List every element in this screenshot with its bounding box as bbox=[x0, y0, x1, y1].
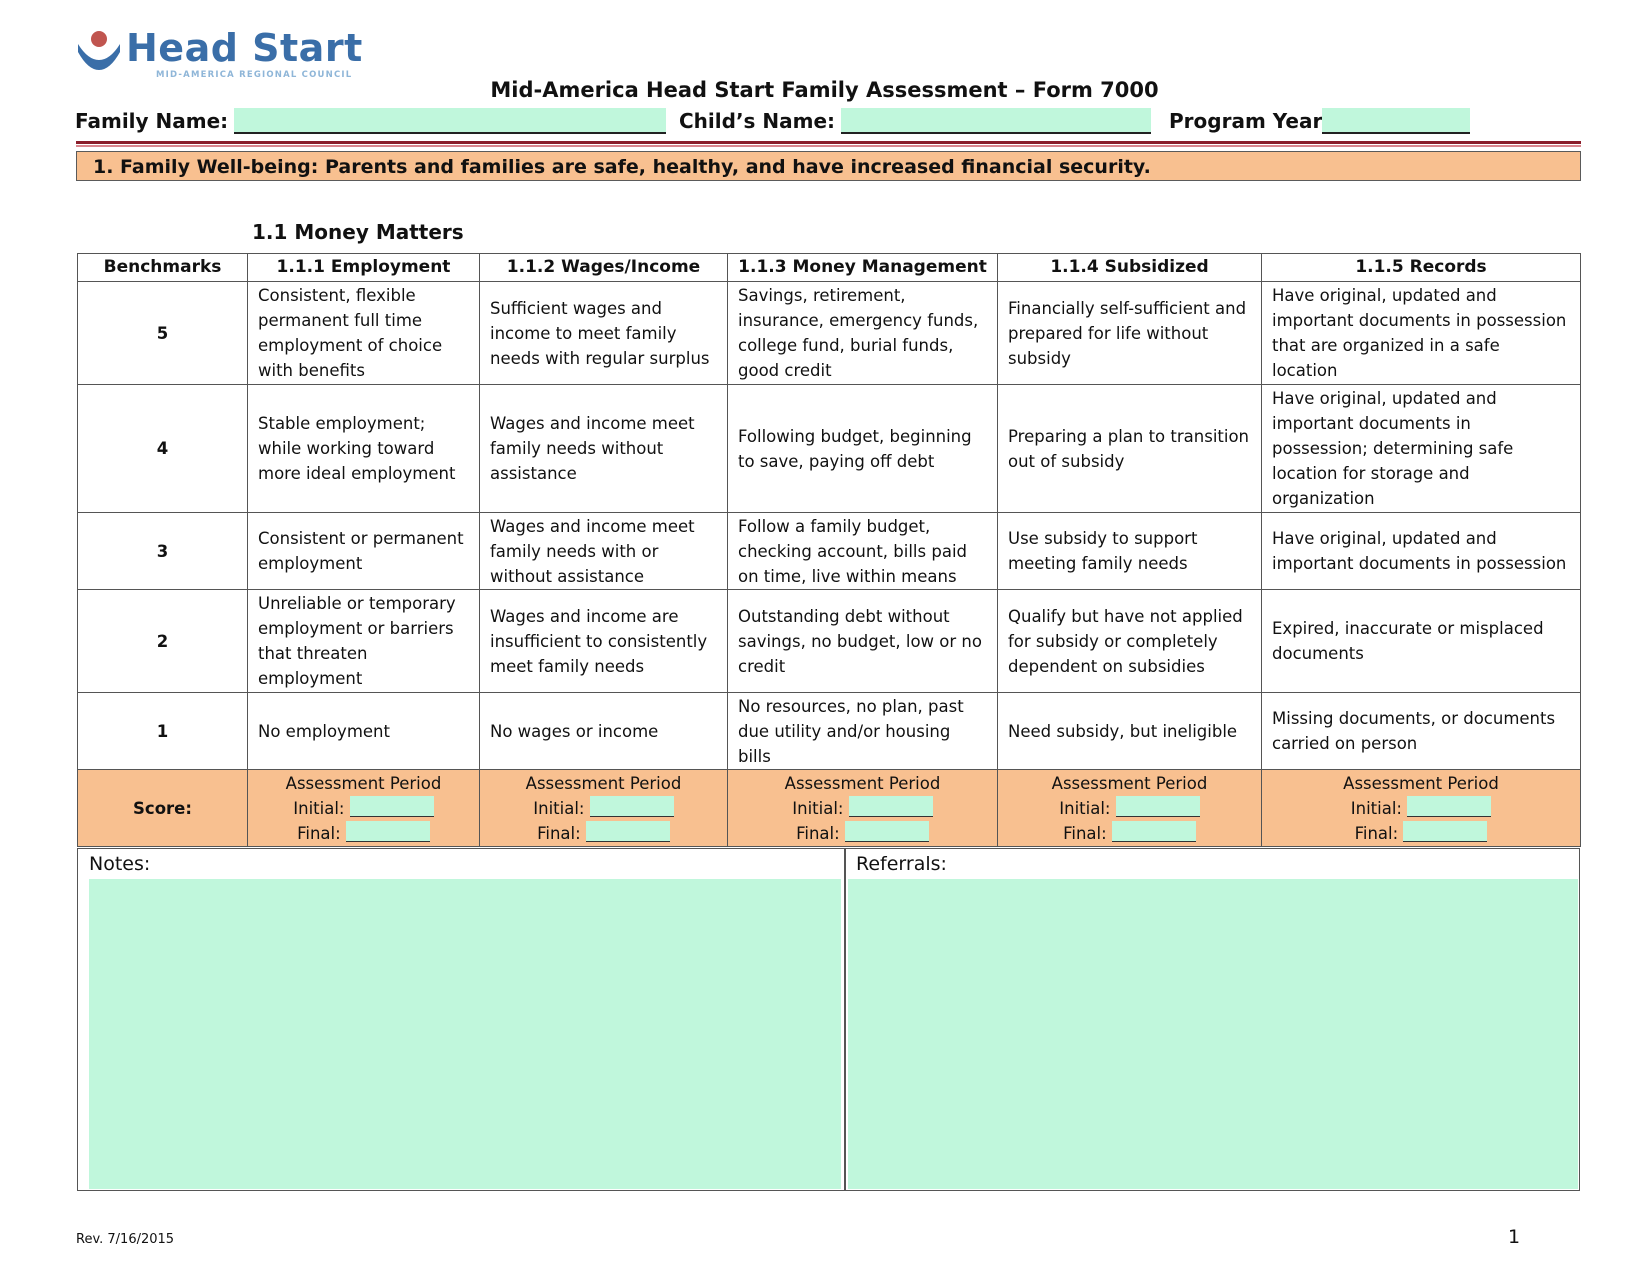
score-cell-wages-income bbox=[480, 770, 728, 847]
program-year-label: Program Year bbox=[1169, 109, 1323, 133]
header-rule bbox=[76, 141, 1581, 144]
final-label: Final: bbox=[1354, 823, 1399, 843]
notes-textarea[interactable] bbox=[89, 879, 841, 1189]
header-employment: 1.1.1 Employment bbox=[248, 254, 480, 282]
table-cell: Stable employment; while working toward more ideal employment bbox=[248, 385, 480, 513]
benchmark-level: 5 bbox=[78, 282, 248, 385]
final-score-input[interactable] bbox=[1112, 821, 1196, 842]
table-cell: Unreliable or temporary employment or barriers that threaten employment bbox=[248, 590, 480, 693]
table-cell: Consistent, flexible permanent full time employment of choice with benefits bbox=[248, 282, 480, 385]
table-cell: Have original, updated and important documents in possession; determining safe location for storage and organization bbox=[1262, 385, 1581, 513]
table-cell: Expired, inaccurate or misplaced documents bbox=[1262, 590, 1581, 693]
assessment-period-label: Assessment Period bbox=[1343, 773, 1499, 793]
table-row bbox=[78, 385, 1581, 513]
benchmarks-table bbox=[77, 253, 1581, 847]
head-start-logo bbox=[76, 28, 376, 84]
notes-referrals-box bbox=[77, 848, 1580, 1191]
table-cell: Financially self-sufficient and prepared for life without subsidy bbox=[998, 282, 1262, 385]
score-cell-employment bbox=[248, 770, 480, 847]
table-cell: No resources, no plan, past due utility and/or housing bills bbox=[728, 693, 998, 770]
page-number: 1 bbox=[1508, 1226, 1521, 1248]
table-cell: Wages and income are insufficient to consistently meet family needs bbox=[480, 590, 728, 693]
header-benchmarks: Benchmarks bbox=[78, 254, 248, 282]
score-cell-records bbox=[1262, 770, 1581, 847]
table-cell: No employment bbox=[248, 693, 480, 770]
benchmark-level: 4 bbox=[78, 385, 248, 513]
header-money-management: 1.1.3 Money Management bbox=[728, 254, 998, 282]
table-cell: Outstanding debt without savings, no budget, low or no credit bbox=[728, 590, 998, 693]
table-header-row bbox=[78, 254, 1581, 282]
table-cell: No wages or income bbox=[480, 693, 728, 770]
table-cell: Following budget, beginning to save, paying off debt bbox=[728, 385, 998, 513]
table-cell: Have original, updated and important documents in possession that are organized in a safe location bbox=[1262, 282, 1581, 385]
final-label: Final: bbox=[1063, 823, 1107, 843]
initial-label: Initial: bbox=[1350, 798, 1402, 818]
subsection-title: 1.1 Money Matters bbox=[252, 220, 464, 244]
family-name-label: Family Name: bbox=[75, 109, 229, 133]
final-label: Final: bbox=[796, 823, 840, 843]
table-row bbox=[78, 513, 1581, 590]
assessment-period-label: Assessment Period bbox=[784, 773, 941, 793]
final-score-input[interactable] bbox=[845, 821, 929, 842]
table-cell: Consistent or permanent employment bbox=[248, 513, 480, 590]
assessment-period-label: Assessment Period bbox=[1051, 773, 1208, 793]
initial-score-input[interactable] bbox=[590, 796, 674, 817]
table-cell: Qualify but have not applied for subsidy or completely dependent on subsidies bbox=[998, 590, 1262, 693]
table-cell: Sufficient wages and income to meet family needs with regular surplus bbox=[480, 282, 728, 385]
table-cell: Follow a family budget, checking account, bills paid on time, live within means bbox=[728, 513, 998, 590]
header-records: 1.1.5 Records bbox=[1262, 254, 1581, 282]
assessment-period-label: Assessment Period bbox=[285, 773, 442, 793]
revision-date: Rev. 7/16/2015 bbox=[76, 1232, 175, 1247]
table-cell: Use subsidy to support meeting family needs bbox=[998, 513, 1262, 590]
program-year-field bbox=[1169, 108, 1470, 134]
referrals-label: Referrals: bbox=[856, 853, 947, 875]
table-cell: Have original, updated and important documents in possession bbox=[1262, 513, 1581, 590]
initial-score-input[interactable] bbox=[1116, 796, 1200, 817]
benchmark-level: 2 bbox=[78, 590, 248, 693]
table-row bbox=[78, 693, 1581, 770]
referrals-textarea[interactable] bbox=[848, 879, 1578, 1189]
score-cell-subsidized bbox=[998, 770, 1262, 847]
section-banner: 1. Family Well-being: Parents and families are safe, healthy, and have increased financial security. bbox=[76, 151, 1581, 181]
table-cell: Preparing a plan to transition out of subsidy bbox=[998, 385, 1262, 513]
initial-score-input[interactable] bbox=[350, 796, 434, 817]
table-cell: Savings, retirement, insurance, emergency funds, college fund, burial funds, good credit bbox=[728, 282, 998, 385]
logo-wordmark: Head Start bbox=[126, 26, 363, 70]
head-start-logo-icon bbox=[76, 30, 122, 72]
initial-score-input[interactable] bbox=[849, 796, 933, 817]
initial-label: Initial: bbox=[533, 798, 585, 818]
form-title: Mid-America Head Start Family Assessment – Form 7000 bbox=[490, 78, 1159, 102]
table-cell: Wages and income meet family needs without assistance bbox=[480, 385, 728, 513]
childs-name-label: Child’s Name: bbox=[679, 109, 836, 133]
program-year-input[interactable] bbox=[1322, 108, 1470, 134]
final-label: Final: bbox=[537, 823, 581, 843]
final-score-input[interactable] bbox=[1403, 821, 1487, 842]
childs-name-field bbox=[679, 108, 1151, 134]
score-label: Score: bbox=[78, 770, 248, 847]
family-name-input[interactable] bbox=[234, 108, 666, 134]
notes-label: Notes: bbox=[89, 853, 151, 875]
initial-label: Initial: bbox=[293, 798, 345, 818]
final-label: Final: bbox=[297, 823, 341, 843]
header-subsidized: 1.1.4 Subsidized bbox=[998, 254, 1262, 282]
benchmark-level: 1 bbox=[78, 693, 248, 770]
table-row bbox=[78, 590, 1581, 693]
table-row bbox=[78, 282, 1581, 385]
notes-referrals-divider bbox=[844, 849, 846, 1190]
table-cell: Need subsidy, but ineligible bbox=[998, 693, 1262, 770]
score-cell-money-management bbox=[728, 770, 998, 847]
table-cell: Missing documents, or documents carried on person bbox=[1262, 693, 1581, 770]
final-score-input[interactable] bbox=[346, 821, 430, 842]
header-rule-accent bbox=[76, 145, 1581, 147]
table-cell: Wages and income meet family needs with or without assistance bbox=[480, 513, 728, 590]
benchmark-level: 3 bbox=[78, 513, 248, 590]
score-row bbox=[78, 770, 1581, 847]
header-wages-income: 1.1.2 Wages/Income bbox=[480, 254, 728, 282]
initial-score-input[interactable] bbox=[1407, 796, 1491, 817]
family-name-field bbox=[75, 108, 666, 134]
final-score-input[interactable] bbox=[586, 821, 670, 842]
assessment-period-label: Assessment Period bbox=[525, 773, 682, 793]
initial-label: Initial: bbox=[1059, 798, 1111, 818]
logo-subtitle: MID-AMERICA REGIONAL COUNCIL bbox=[156, 70, 353, 80]
childs-name-input[interactable] bbox=[841, 108, 1151, 134]
initial-label: Initial: bbox=[792, 798, 844, 818]
